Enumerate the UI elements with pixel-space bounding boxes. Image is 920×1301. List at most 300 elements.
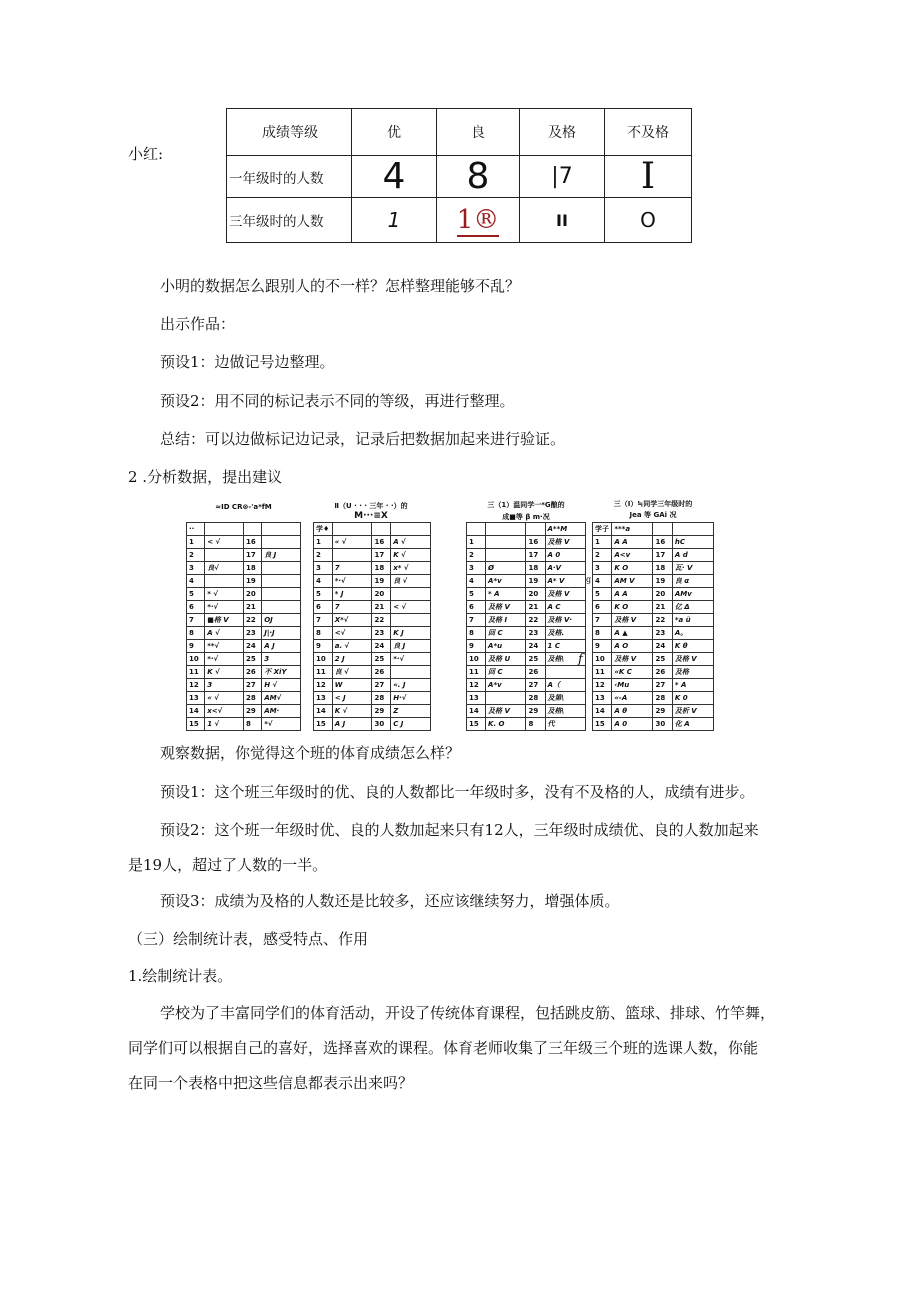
record-cell: Z bbox=[391, 705, 431, 718]
record-cell: 28 bbox=[243, 692, 261, 705]
record-cell: 12 bbox=[187, 679, 205, 692]
record-cell: 良 J bbox=[262, 549, 301, 562]
record-cell: 20 bbox=[653, 588, 672, 601]
record-row bbox=[593, 666, 714, 679]
record-cell: K O bbox=[612, 562, 653, 575]
grade-row-label: 三年级时的人数 bbox=[227, 198, 352, 243]
record-cell: K J bbox=[391, 627, 431, 640]
record-cell: W bbox=[332, 679, 372, 692]
record-cell: 23 bbox=[372, 627, 391, 640]
record-cell: «K C bbox=[612, 666, 653, 679]
student-label-xiaohong: 小红: bbox=[128, 145, 164, 163]
record-cell: 27 bbox=[526, 679, 545, 692]
record-cell: 良 √ bbox=[332, 666, 372, 679]
record-cell bbox=[262, 601, 301, 614]
record-cell bbox=[372, 523, 391, 536]
record-cell: 7 bbox=[187, 614, 205, 627]
record-cell: 13 bbox=[593, 692, 612, 705]
record-cell: 15 bbox=[314, 718, 333, 731]
record-cell: 22 bbox=[653, 614, 672, 627]
record-cell: 7 bbox=[332, 562, 372, 575]
record-cell: 2 J bbox=[332, 653, 372, 666]
grade-header-good: 良 bbox=[437, 109, 520, 156]
record-cell bbox=[467, 523, 486, 536]
record-cell: 9 bbox=[314, 640, 333, 653]
record-cell: 9 bbox=[593, 640, 612, 653]
record-cell: 及格\ bbox=[545, 705, 585, 718]
grade-cell: 1® bbox=[456, 205, 500, 235]
record-cell: 17 bbox=[653, 549, 672, 562]
grade-cell: O bbox=[640, 208, 656, 232]
record-cell: 29 bbox=[526, 705, 545, 718]
record-cell: 回 C bbox=[486, 666, 526, 679]
record-row bbox=[187, 679, 301, 692]
record-cell: * √ bbox=[205, 588, 244, 601]
record-row bbox=[467, 575, 586, 588]
record-cell: 10 bbox=[467, 653, 486, 666]
record-cell: 12 bbox=[593, 679, 612, 692]
record-cell: 25 bbox=[526, 653, 545, 666]
record-cell: 1 √ bbox=[205, 718, 244, 731]
record-cell bbox=[262, 575, 301, 588]
record-cell: * A bbox=[486, 588, 526, 601]
record-row bbox=[593, 549, 714, 562]
record-cell: K √ bbox=[391, 549, 431, 562]
record-row bbox=[187, 705, 301, 718]
record-cell: 8 bbox=[526, 718, 545, 731]
record-row bbox=[187, 575, 301, 588]
record-row bbox=[593, 575, 714, 588]
record-cell: 14 bbox=[467, 705, 486, 718]
record-cell bbox=[545, 666, 585, 679]
record-cell: 22 bbox=[372, 614, 391, 627]
record-cell: 17 bbox=[526, 549, 545, 562]
record-cell: 及格 I bbox=[486, 614, 526, 627]
record-cell bbox=[486, 692, 526, 705]
record-cell: C J bbox=[391, 718, 431, 731]
record-cell: 6 bbox=[593, 601, 612, 614]
record-row bbox=[314, 679, 431, 692]
record-row bbox=[187, 718, 301, 731]
record-row bbox=[187, 640, 301, 653]
record-cell: 28 bbox=[526, 692, 545, 705]
record-cell bbox=[486, 536, 526, 549]
record-cell: K √ bbox=[205, 666, 244, 679]
record-cell: x<√ bbox=[205, 705, 244, 718]
record-cell: OJ bbox=[262, 614, 301, 627]
record-cell: 11 bbox=[593, 666, 612, 679]
record-cell: 5 bbox=[467, 588, 486, 601]
record-cell: 17 bbox=[372, 549, 391, 562]
record-row bbox=[314, 718, 431, 731]
record-cell: ‹Mu bbox=[612, 679, 653, 692]
record-cell: 亿 Δ bbox=[672, 601, 713, 614]
record-row bbox=[314, 549, 431, 562]
record-cell: 27 bbox=[243, 679, 261, 692]
record-row bbox=[467, 666, 586, 679]
record-row bbox=[314, 588, 431, 601]
stray-mark: f bbox=[578, 652, 583, 667]
observe-text: 观察数据，你觉得这个班的体育成绩怎么样？ bbox=[160, 744, 461, 762]
thumb-3-subtitle: 成■等 β m·况 bbox=[502, 513, 550, 521]
record-cell: AMv bbox=[672, 588, 713, 601]
record-row bbox=[467, 562, 586, 575]
record-row bbox=[593, 692, 714, 705]
record-cell: 20 bbox=[243, 588, 261, 601]
record-cell: 1 bbox=[187, 536, 205, 549]
record-cell: 24 bbox=[653, 640, 672, 653]
record-cell: 7 bbox=[593, 614, 612, 627]
record-cell: *·√ bbox=[332, 575, 372, 588]
record-row bbox=[314, 575, 431, 588]
record-cell bbox=[332, 549, 372, 562]
record-row bbox=[314, 614, 431, 627]
record-row bbox=[467, 549, 586, 562]
record-row bbox=[187, 536, 301, 549]
record-cell: 7 bbox=[332, 601, 372, 614]
record-cell: < √ bbox=[391, 601, 431, 614]
record-cell: 14 bbox=[187, 705, 205, 718]
show-works-text: 出示作品： bbox=[160, 315, 236, 333]
record-cell: H √ bbox=[262, 679, 301, 692]
record-cell: 11 bbox=[314, 666, 333, 679]
grade-header-pass: 及格 bbox=[520, 109, 605, 156]
record-cell: 11 bbox=[467, 666, 486, 679]
record-cell: A*v bbox=[486, 679, 526, 692]
record-cell: 学子 bbox=[593, 523, 612, 536]
record-row bbox=[467, 718, 586, 731]
preset-a-text: 预设1：这个班三年级时的优、良的人数都比一年级时多，没有不及格的人，成绩有进步。 bbox=[160, 783, 755, 801]
record-cell: 4 bbox=[593, 575, 612, 588]
record-cell: H·√ bbox=[391, 692, 431, 705]
record-cell: 瓦· V bbox=[672, 562, 713, 575]
record-cell: 不 XiY bbox=[262, 666, 301, 679]
record-cell: 1 bbox=[593, 536, 612, 549]
record-row bbox=[593, 627, 714, 640]
grade-cell: 4 bbox=[382, 156, 406, 197]
record-cell: 2 bbox=[593, 549, 612, 562]
record-cell: 7 bbox=[314, 614, 333, 627]
record-cell: A √ bbox=[391, 536, 431, 549]
record-cell: 良 √ bbox=[391, 575, 431, 588]
record-row bbox=[593, 640, 714, 653]
record-row bbox=[467, 627, 586, 640]
record-cell: A。 bbox=[672, 627, 713, 640]
record-cell: A<v bbox=[612, 549, 653, 562]
record-row bbox=[187, 666, 301, 679]
record-cell: 及格 V bbox=[486, 601, 526, 614]
record-cell: a. √ bbox=[332, 640, 372, 653]
record-cell: 21 bbox=[243, 601, 261, 614]
record-row bbox=[314, 562, 431, 575]
record-cell: 23 bbox=[526, 627, 545, 640]
record-cell: 14 bbox=[593, 705, 612, 718]
record-cell: 及格 V bbox=[612, 614, 653, 627]
record-cell: 8 bbox=[593, 627, 612, 640]
record-cell bbox=[672, 523, 713, 536]
record-cell: A θ bbox=[612, 705, 653, 718]
record-cell: 15 bbox=[467, 718, 486, 731]
grade-row-label: 一年级时的人数 bbox=[227, 156, 352, 198]
record-cell: 及格 V bbox=[545, 588, 585, 601]
record-cell: 及格. bbox=[545, 627, 585, 640]
record-cell: *·√ bbox=[391, 653, 431, 666]
thumb-2-title: Ⅱ（U · · · 三年 · ·）的 bbox=[334, 502, 408, 510]
grade-cell: 1 bbox=[387, 208, 401, 232]
record-cell: 良 α bbox=[672, 575, 713, 588]
record-cell: 1 bbox=[467, 536, 486, 549]
record-cell: K θ bbox=[672, 640, 713, 653]
record-cell: <√ bbox=[332, 627, 372, 640]
record-cell: K √ bbox=[332, 705, 372, 718]
record-cell: 30 bbox=[372, 718, 391, 731]
record-cell: K O bbox=[612, 601, 653, 614]
record-cell: A 0 bbox=[545, 549, 585, 562]
record-row bbox=[593, 653, 714, 666]
record-cell: 4 bbox=[467, 575, 486, 588]
thumb-1-title: ≈ID CR⊗-'a*fM bbox=[215, 503, 272, 511]
thumb-record-table-3 bbox=[466, 522, 586, 731]
record-cell: 19 bbox=[653, 575, 672, 588]
record-row bbox=[187, 588, 301, 601]
record-cell: ·· bbox=[187, 523, 205, 536]
thumb-3-title: 三（1）温同学一*G酿的 bbox=[487, 501, 565, 509]
record-cell: 10 bbox=[314, 653, 333, 666]
record-cell: 16 bbox=[526, 536, 545, 549]
record-cell: 22 bbox=[243, 614, 261, 627]
record-cell: 1 bbox=[314, 536, 333, 549]
record-row bbox=[593, 601, 714, 614]
record-row bbox=[314, 523, 431, 536]
record-cell: AM· bbox=[262, 705, 301, 718]
record-cell bbox=[243, 523, 261, 536]
record-cell: 学♦ bbox=[314, 523, 333, 536]
record-cell: 及格 V bbox=[545, 536, 585, 549]
record-cell: *a ü bbox=[672, 614, 713, 627]
grade-cell: |7 bbox=[551, 164, 573, 189]
record-cell: *·√ bbox=[205, 653, 244, 666]
body-text-line2: 同学们可以根据自己的喜好，选择喜欢的课程。体育老师收集了三年级三个班的选课人数，你能 bbox=[128, 1039, 759, 1057]
record-cell: hC bbox=[672, 536, 713, 549]
record-row bbox=[467, 705, 586, 718]
record-cell: 3 bbox=[314, 562, 333, 575]
record-row bbox=[593, 679, 714, 692]
record-cell: 及格 V· bbox=[545, 614, 585, 627]
record-cell: 14 bbox=[314, 705, 333, 718]
record-cell: 2 bbox=[467, 549, 486, 562]
record-cell: 24 bbox=[243, 640, 261, 653]
record-cell: «-A bbox=[612, 692, 653, 705]
record-cell: 19 bbox=[372, 575, 391, 588]
record-cell: 12 bbox=[467, 679, 486, 692]
record-cell: A*v bbox=[486, 575, 526, 588]
record-cell: 20 bbox=[372, 588, 391, 601]
record-cell: 26 bbox=[653, 666, 672, 679]
record-cell: 21 bbox=[653, 601, 672, 614]
record-cell: A A bbox=[612, 536, 653, 549]
record-row bbox=[187, 562, 301, 575]
record-row bbox=[314, 536, 431, 549]
record-cell: *√ bbox=[262, 718, 301, 731]
record-cell: 6 bbox=[467, 601, 486, 614]
record-cell: 9 bbox=[467, 640, 486, 653]
record-row bbox=[314, 666, 431, 679]
record-cell: A C bbox=[545, 601, 585, 614]
record-cell: 29 bbox=[372, 705, 391, 718]
record-cell: A √ bbox=[205, 627, 244, 640]
record-cell: 19 bbox=[526, 575, 545, 588]
record-row bbox=[187, 653, 301, 666]
record-cell: 18 bbox=[372, 562, 391, 575]
record-cell bbox=[391, 666, 431, 679]
record-cell: 3 bbox=[187, 562, 205, 575]
record-row bbox=[314, 640, 431, 653]
record-cell: 15 bbox=[593, 718, 612, 731]
record-cell: K 0 bbox=[672, 692, 713, 705]
record-cell: 良 J bbox=[391, 640, 431, 653]
record-cell: **√ bbox=[205, 640, 244, 653]
record-cell: 13 bbox=[467, 692, 486, 705]
thumb-4-subtitle: Jea 等 GAi 况 bbox=[629, 511, 677, 519]
grade-header-fail: 不及格 bbox=[605, 109, 692, 156]
record-cell: * A bbox=[672, 679, 713, 692]
record-cell: 及析 V bbox=[672, 705, 713, 718]
record-cell: 2 bbox=[314, 549, 333, 562]
record-cell bbox=[262, 536, 301, 549]
record-cell: 16 bbox=[243, 536, 261, 549]
record-cell bbox=[205, 523, 244, 536]
record-cell: AM√ bbox=[262, 692, 301, 705]
record-cell bbox=[262, 523, 301, 536]
record-row bbox=[467, 614, 586, 627]
record-cell: A A bbox=[612, 588, 653, 601]
record-cell: 及格 bbox=[672, 666, 713, 679]
record-cell: 29 bbox=[243, 705, 261, 718]
record-cell: 26 bbox=[243, 666, 261, 679]
record-cell: 25 bbox=[372, 653, 391, 666]
record-cell: 6 bbox=[314, 601, 333, 614]
section-2-heading: 2 .分析数据，提出建议 bbox=[128, 468, 283, 486]
record-cell: 回 C bbox=[486, 627, 526, 640]
record-cell: 26 bbox=[526, 666, 545, 679]
grade-header-label: 成绩等级 bbox=[227, 109, 352, 156]
record-cell: 24 bbox=[526, 640, 545, 653]
preset-b-text-line1: 预设2：这个班一年级时优、良的人数加起来只有12人，三年级时成绩优、良的人数加起来 bbox=[160, 821, 759, 839]
record-row bbox=[467, 692, 586, 705]
preset-1-text: 预设1：边做记号边整理。 bbox=[160, 353, 335, 371]
grade-row-grade1 bbox=[227, 156, 692, 198]
thumb-record-table-4 bbox=[592, 522, 714, 731]
record-cell: 18 bbox=[243, 562, 261, 575]
record-cell: 30 bbox=[653, 718, 672, 731]
record-cell: 28 bbox=[653, 692, 672, 705]
record-cell: Ø bbox=[486, 562, 526, 575]
record-cell: 21 bbox=[372, 601, 391, 614]
record-cell: 28 bbox=[372, 692, 391, 705]
record-row bbox=[593, 718, 714, 731]
record-cell bbox=[262, 562, 301, 575]
record-cell: A J bbox=[262, 640, 301, 653]
record-row bbox=[187, 601, 301, 614]
record-cell bbox=[486, 549, 526, 562]
record-cell: 3 bbox=[205, 679, 244, 692]
record-row bbox=[314, 627, 431, 640]
record-cell: 良√ bbox=[205, 562, 244, 575]
record-cell: 25 bbox=[243, 653, 261, 666]
record-row bbox=[314, 692, 431, 705]
preset-b-text-line2: 是19人，超过了人数的一半。 bbox=[128, 856, 328, 874]
record-cell: 及格 V bbox=[486, 705, 526, 718]
grade-cell: 8 bbox=[466, 156, 490, 197]
grade-table bbox=[226, 108, 692, 243]
record-cell: 8 bbox=[467, 627, 486, 640]
record-cell: 5 bbox=[187, 588, 205, 601]
grade-row-grade3 bbox=[227, 198, 692, 243]
record-row bbox=[187, 523, 301, 536]
record-cell: A d bbox=[672, 549, 713, 562]
record-cell: 10 bbox=[187, 653, 205, 666]
record-cell: 27 bbox=[372, 679, 391, 692]
thumb-record-table-2 bbox=[313, 522, 431, 731]
record-cell: 16 bbox=[653, 536, 672, 549]
record-cell: 13 bbox=[187, 692, 205, 705]
record-cell bbox=[526, 523, 545, 536]
record-cell: 18 bbox=[526, 562, 545, 575]
question-text: 小明的数据怎么跟别人的不一样？怎样整理能够不乱？ bbox=[160, 277, 521, 295]
record-row bbox=[187, 614, 301, 627]
record-cell: < √ bbox=[205, 536, 244, 549]
record-row bbox=[467, 653, 586, 666]
record-cell: 7 bbox=[467, 614, 486, 627]
record-row bbox=[593, 536, 714, 549]
record-cell: A**M bbox=[545, 523, 585, 536]
record-row bbox=[467, 588, 586, 601]
record-cell: 10 bbox=[593, 653, 612, 666]
record-row bbox=[593, 523, 714, 536]
record-cell: 27 bbox=[653, 679, 672, 692]
record-row bbox=[593, 562, 714, 575]
record-cell: 18 bbox=[653, 562, 672, 575]
grade-header-excellent: 优 bbox=[352, 109, 437, 156]
record-row bbox=[467, 679, 586, 692]
record-cell: 24 bbox=[372, 640, 391, 653]
record-row bbox=[187, 692, 301, 705]
record-cell: 及格 U bbox=[486, 653, 526, 666]
record-row bbox=[467, 536, 586, 549]
record-cell: 3 bbox=[467, 562, 486, 575]
record-row bbox=[467, 601, 586, 614]
grade-cell: II bbox=[556, 210, 568, 230]
section-3-heading: （三）绘制统计表，感受特点、作用 bbox=[128, 930, 369, 948]
record-cell: 9 bbox=[187, 640, 205, 653]
record-cell: 化 A bbox=[672, 718, 713, 731]
record-cell: A 0 bbox=[612, 718, 653, 731]
record-cell: 8 bbox=[314, 627, 333, 640]
record-row bbox=[187, 549, 301, 562]
thumb-2-subtitle: M···≡X bbox=[354, 511, 388, 521]
record-cell bbox=[205, 575, 244, 588]
subsection-1-heading: 1.绘制统计表。 bbox=[128, 967, 233, 985]
record-cell: AM V bbox=[612, 575, 653, 588]
grade-cell: I bbox=[640, 156, 656, 197]
record-cell bbox=[332, 523, 372, 536]
record-cell: A J bbox=[332, 718, 372, 731]
body-text-line3: 在同一个表格中把这些信息都表示出来吗？ bbox=[128, 1074, 414, 1092]
summary-text: 总结：可以边做标记边记录，记录后把数据加起来进行验证。 bbox=[160, 430, 566, 448]
preset-c-text: 预设3：成绩为及格的人数还是比较多，还应该继续努力，增强体质。 bbox=[160, 892, 620, 910]
record-cell: 5 bbox=[314, 588, 333, 601]
record-cell bbox=[486, 523, 526, 536]
